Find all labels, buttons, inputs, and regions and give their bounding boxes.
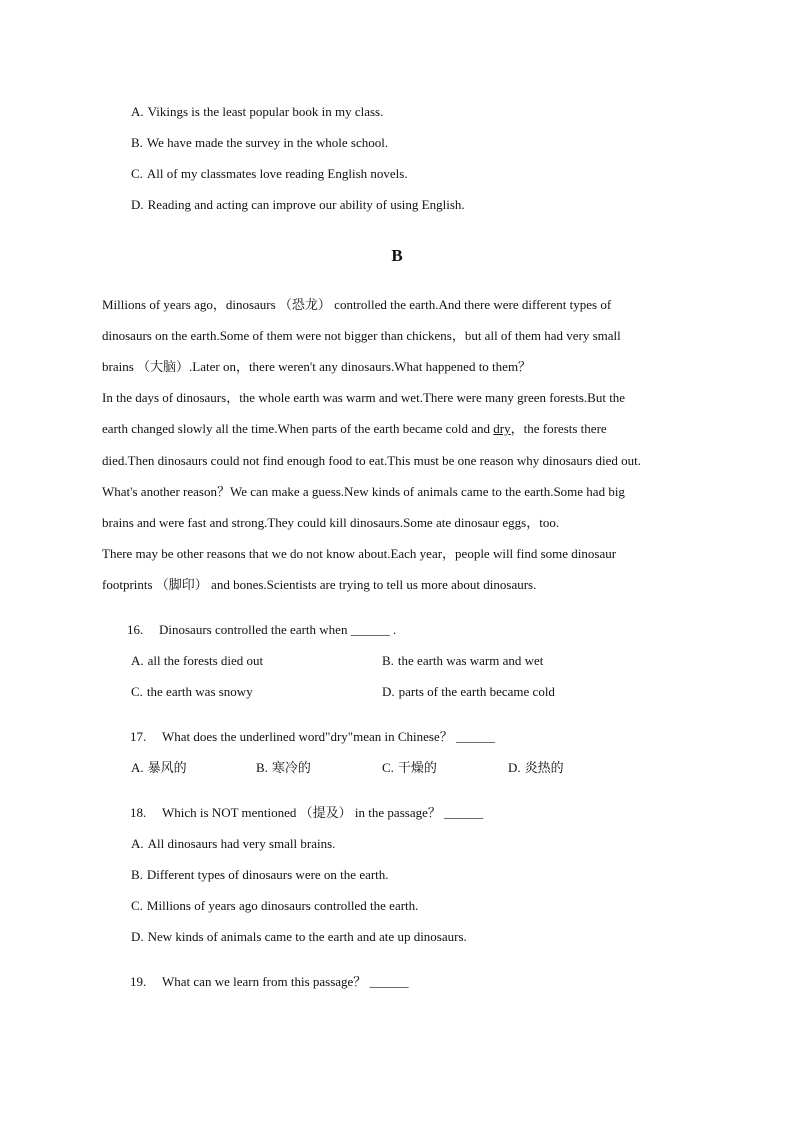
q17-option-a [131,760,187,776]
question-number: 17. [130,729,147,744]
option-text: all the forests died out [147,653,264,668]
q16-option-d [382,684,555,700]
passage-line: Millions of years ago，dinosaurs （恐龙） controlled the earth.And there were different types of [102,297,612,312]
option-letter: C. [131,684,143,699]
question-number: 19. [130,974,147,989]
option-text: We have made the survey in the whole school. [146,135,389,150]
question-stem: Which is NOT mentioned （提及） in the passage？ ______ [162,805,484,820]
question-17 [130,729,495,745]
option-letter: C. [131,166,143,181]
question-stem: What can we learn from this passage？ ______ [162,974,409,989]
option-text: 炎热的 [524,760,564,775]
question-19 [130,974,409,990]
option-letter: D. [508,760,521,775]
passage-line: brains and were fast and strong.They could kill dinosaurs.Some ate dinosaur eggs，too. [102,515,560,530]
passage-text: ，the forests there [510,421,607,436]
option-text: 暴风的 [147,760,187,775]
option-text: the earth was snowy [146,684,253,699]
q16-option-c [131,684,253,700]
option-letter: B. [131,135,143,150]
option-text: the earth was warm and wet [397,653,544,668]
passage-line: In the days of dinosaurs，the whole earth was warm and wet.There were many green forests.But the [102,390,626,405]
option-letter: B. [256,760,268,775]
option-letter: B. [382,653,394,668]
q17-option-b [256,760,311,776]
option-letter: B. [131,867,143,882]
option-text: 干燥的 [397,760,437,775]
section-heading: B [391,246,403,265]
option-text: Vikings is the least popular book in my class. [147,104,384,119]
q18-option-b [131,867,389,883]
passage-line: dinosaurs on the earth.Some of them were not bigger than chickens，but all of them had very small [102,328,621,343]
option-letter: A. [131,653,144,668]
option-text: New kinds of animals came to the earth and ate up dinosaurs. [147,929,467,944]
question-stem: What does the underlined word"dry"mean in Chinese？ ______ [162,729,496,744]
q18-option-a [131,836,335,852]
option-letter: A. [131,836,144,851]
passage-line: There may be other reasons that we do not know about.Each year，people will find some dinosaur [102,546,617,561]
option-text: parts of the earth became cold [398,684,555,699]
option-letter: D. [131,197,144,212]
option-text: All of my classmates love reading English novels. [146,166,408,181]
option-text: Different types of dinosaurs were on the earth. [146,867,389,882]
q17-option-d [508,760,564,776]
option-letter: A. [131,760,144,775]
question-18 [130,805,483,821]
question-stem: Dinosaurs controlled the earth when ______ . [159,622,397,637]
option-text: Millions of years ago dinosaurs controlled the earth. [146,898,419,913]
passage-line: died.Then dinosaurs could not find enough food to eat.This must be one reason why dinosaurs died out. [102,453,642,468]
passage-line: What's another reason？We can make a guess.New kinds of animals came to the earth.Some had big [102,484,625,499]
q17-option-c [382,760,437,776]
passage-line: brains （大脑）.Later on，there weren't any dinosaurs.What happened to them？ [102,359,532,374]
passage-text: earth changed slowly all the time.When parts of the earth became cold and [102,421,494,436]
option-text: Reading and acting can improve our ability of using English. [147,197,465,212]
q18-option-d [131,929,467,945]
q15-option-a [131,104,383,120]
option-text: All dinosaurs had very small brains. [147,836,336,851]
option-letter: C. [131,898,143,913]
q15-option-d [131,197,465,213]
q18-option-c [131,898,418,914]
option-letter: A. [131,104,144,119]
question-16 [127,622,396,638]
option-letter: D. [131,929,144,944]
underlined-word: dry [493,421,511,436]
option-letter: C. [382,760,394,775]
question-number: 18. [130,805,147,820]
option-text: 寒冷的 [271,760,311,775]
q15-option-b [131,135,388,151]
q16-option-b [382,653,543,669]
q16-option-a [131,653,263,669]
question-number: 16. [127,622,144,637]
q15-option-c [131,166,408,182]
passage-line [102,421,607,437]
option-letter: D. [382,684,395,699]
passage-line: footprints （脚印） and bones.Scientists are trying to tell us more about dinosaurs. [102,577,537,592]
